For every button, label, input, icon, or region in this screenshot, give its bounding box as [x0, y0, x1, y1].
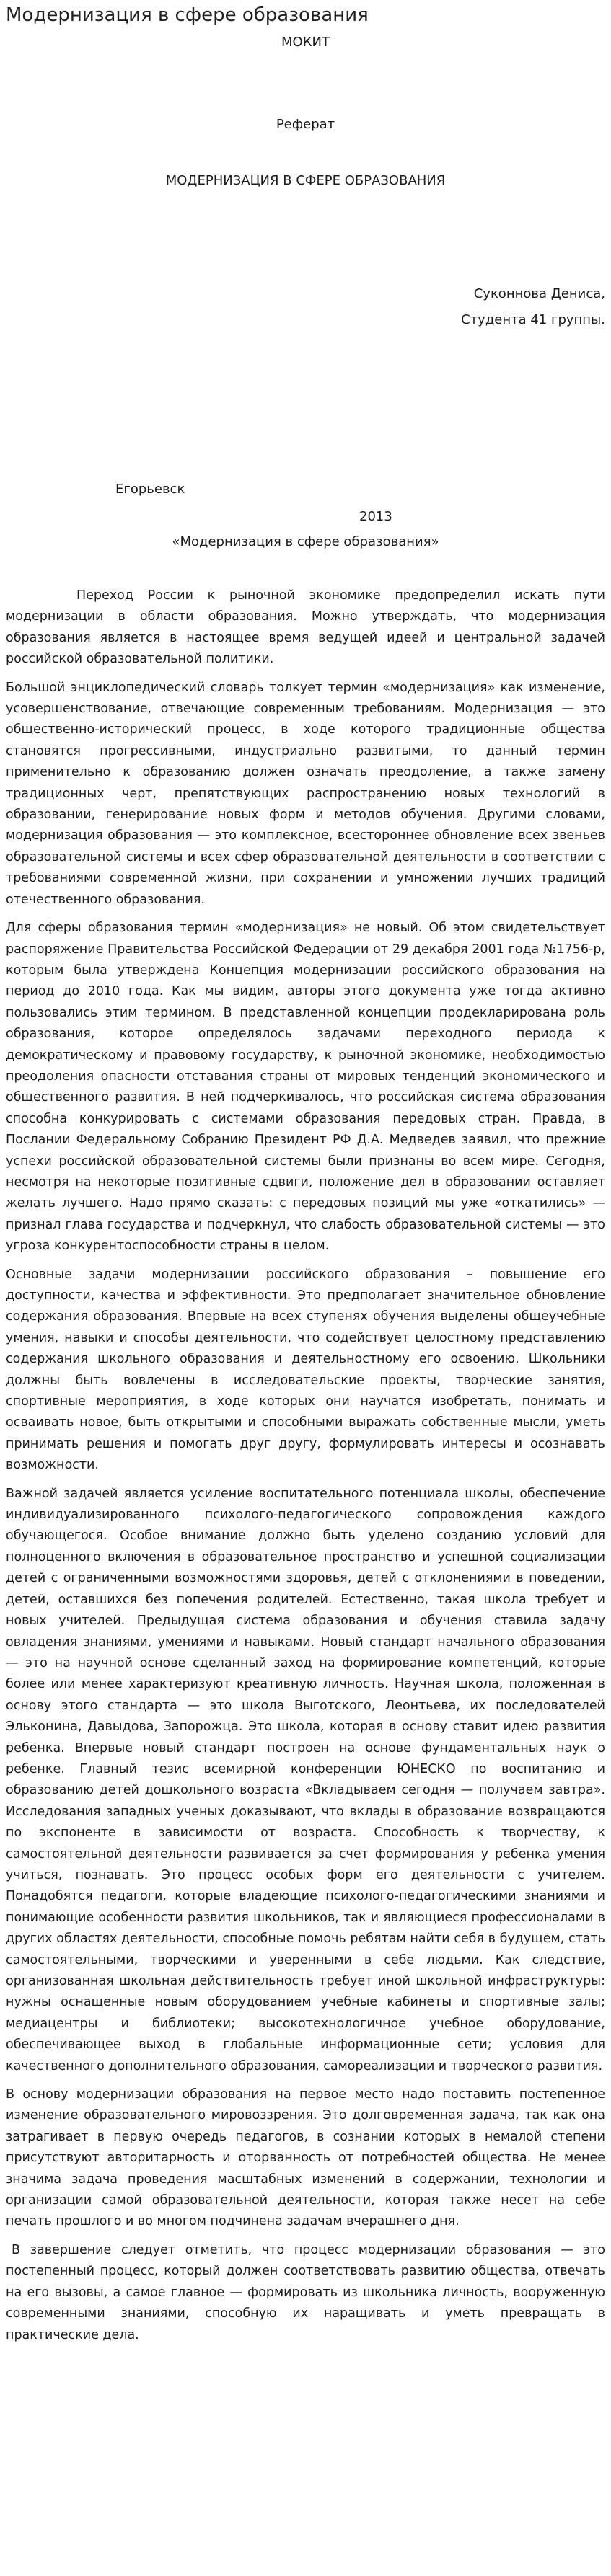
header-author: Суконнова Дениса, — [473, 286, 605, 301]
header-topic: МОДЕРНИЗАЦИЯ В СФЕРЕ ОБРАЗОВАНИЯ — [165, 173, 446, 188]
header-subtitle: «Модернизация в сфере образования» — [172, 534, 439, 549]
header-kind: Реферат — [276, 117, 335, 132]
document-body — [6, 585, 605, 2353]
header-year: 2013 — [359, 509, 392, 524]
paragraph: Для сферы образования термин «модернизация» не новый. Об этом свидетельствует распоряжение Правительства Российской Федерации от 29 декабря 2001 года №1756-р, которым была утверждена Концепция модернизации российского образования на период до 2010 года. Как мы видим, авторы этого документа уже тогда активно пользовались этим термином. В представленной концепции продекларирована роль образования, которое определялось задачами переходного периода к демократическому и правовому государству, к рыночной экономике, необходимостью преодоления опасности отставания страны от мировых тенденций экономического и общественного развития. В ней подчеркивалось, что российская система образования способна конкурировать с системами образования передовых стран. Правда, в Послании Федеральному Собранию Президент РФ Д.А. Медведев заявил, что прежние успехи российской образовательной системы были признаны во всем мире. Сегодня, несмотря на некоторые позитивные сдвиги, положение дел в образовании оставляет желать лучшего. Надо прямо сказать: с передовых позиций мы уже «откатились» — признал глава государства и подчеркнул, что слабость образовательной системы — это угроза конкурентоспособности страны в целом. — [6, 921, 605, 1254]
header-city: Егорьевск — [115, 482, 185, 497]
paragraph: В завершение следует отметить, что процесс модернизации образования — это постепенный процесс, который должен соответствовать развитию общества, отвечать на его вызовы, а самое главное — формировать из школьника личность, вооруженную современными знаниями, способную их наращивать и уметь превращать в практические дела. — [6, 2242, 605, 2342]
paragraph: Большой энциклопедический словарь толкует термин «модернизация» как изменение, усовершенствование, отвечающие современным требованиям. Модернизация — это общественно-исторический процесс, в ходе которого традиционные общества становятся прогрессивными, индустриально развитыми, то данный термин применительно к образованию должен означать преодоление, а также замену традиционных черт, препятствующих распространению новых технологий в образовании, генерирование новых форм и методов обучения. Другими словами, модернизация образования — это комплексное, всестороннее обновление всех звеньев образовательной системы и всех сфер образовательной деятельности в соответствии с требованиями современной жизни, при сохранении и умножении лучших традиций отечественного образования. — [6, 680, 605, 907]
paragraph: Переход России к рыночной экономике предопределил искать пути модернизации в области образования. Можно утверждать, что модернизация образования является в настоящее время ведущей идеей и центральной задачей российской образовательной политики. — [6, 588, 605, 667]
paragraph: В основу модернизации образования на первое место надо поставить постепенное изменение образовательного мировоззрения. Это долговременная задача, так как она затрагивает в первую очередь педагогов, в сознании которых в немалой степени присутствуют авторитарность и оторванность от потребностей общества. Не менее значима задача проведения масштабных изменений в содержании, технологии и организации самой образовательной деятельности, которая также несет на себе печать прошлого и во многом подчинена задачам вчерашнего дня. — [6, 2087, 605, 2229]
document-title: Модернизация в сфере образования — [6, 4, 369, 26]
paragraph: Важной задачей является усиление воспитательного потенциала школы, обеспечение индивидуализированного психолого-педагогического сопровождения каждого обучающегося. Особое внимание должно быть уделено созданию условий для полноценного включения в образовательное пространство и успешной социализации детей с ограниченными возможностями здоровья, детей с отклонениями в поведении, детей, оставшихся без попечения родителей. Естественно, такая школа требует и новых учителей. Предыдущая система образования и обучения ставила задачу овладения знаниями, умениями и навыками. Новый стандарт начального образования — это на научной основе сделанный заход на формирование компетенций, которые более или менее характеризуют креативную личность. Научная школа, положенная в основу этого стандарта — это школа Выготского, Леонтьева, их последователей Эльконина, Давыдова, Запорожца. Это школа, которая в основу ставит идею развития ребенка. Впервые новый стандарт построен на основе фундаментальных наук о ребенке. Главный тезис всемирной конференции ЮНЕСКО по воспитанию и образованию детей дошкольного возраста «Вкладываем сегодня — получаем завтра». Исследования западных ученых доказывают, что вклады в образование возвращаются по экспоненте в зависимости от возраста. Способность к творчеству, к самостоятельной деятельности развивается за счет формирования у ребенка умения учиться, познавать. Это процесс особых форм его деятельности с учителем. Понадобятся педагоги, которые владеющие психолого-педагогическими знаниями и понимающие особенности развития школьников, так и являющиеся профессионалами в других областях деятельности, способные помочь ребятам найти себя в будущем, стать самостоятельными, творческими и уверенными в себе людьми. Как следствие, организованная школьная действительность требует иной школьной инфраструктуры: нужны оснащенные новым оборудованием учебные кабинеты и спортивные залы; медиацентры и библиотеки; высокотехнологичное учебное оборудование, обеспечивающее выход в глобальные информационные сети; условия для качественного дополнительного образования, самореализации и творческого развития. — [6, 1486, 605, 2073]
header-group: Студента 41 группы. — [461, 312, 605, 327]
header-org: МОКИТ — [281, 35, 330, 50]
paragraph: Основные задачи модернизации российского образования – повышение его доступности, качества и эффективности. Это предполагает значительное обновление содержания образования. Впервые на всех ступенях обучения выделены общеучебные умения, навыки и способы деятельности, что содействует целостному представлению содержания школьного образования и деятельностному его освоению. Школьники должны быть вовлечены в исследовательские проекты, творческие занятия, спортивные мероприятия, в ходе которых они научатся изобретать, понимать и осваивать новое, быть открытыми и способными выражать собственные мысли, уметь принимать решения и помогать друг другу, формулировать интересы и осознавать возможности. — [6, 1267, 605, 1473]
